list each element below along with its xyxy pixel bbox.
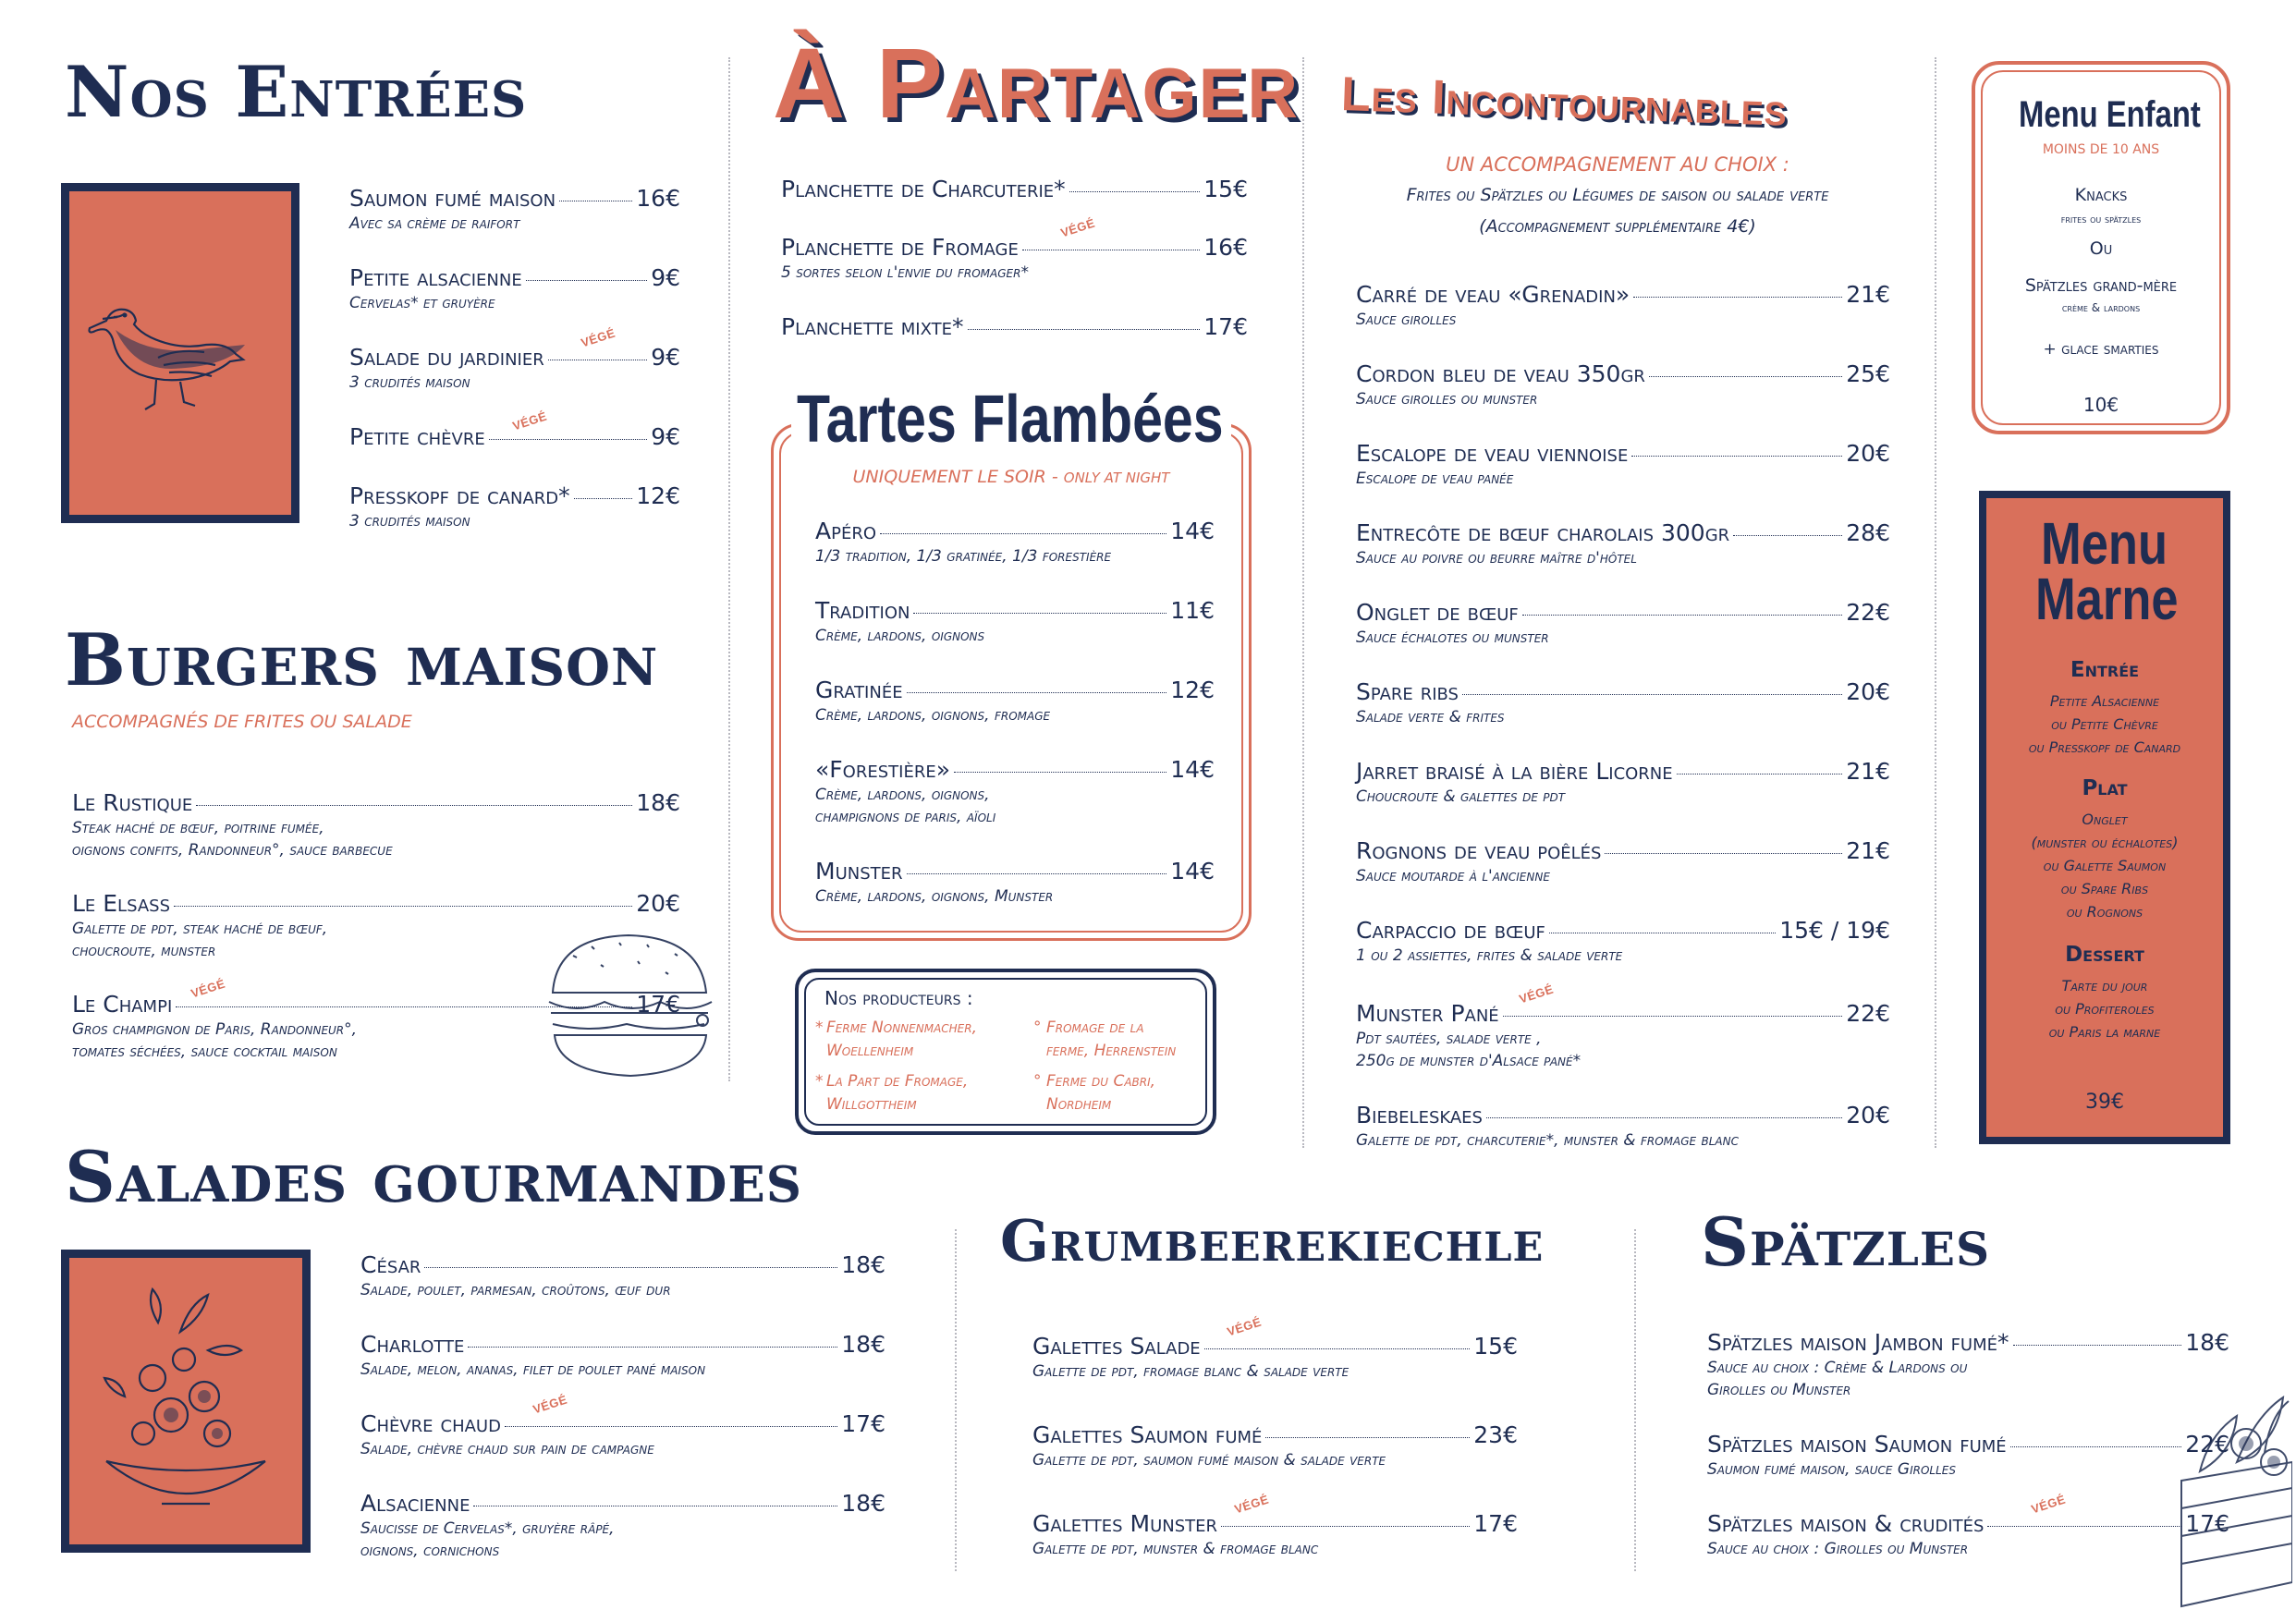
menu-item: Planchette de Charcuterie* 15€ xyxy=(781,176,1248,202)
vege-badge: VÉGÉ xyxy=(1517,982,1556,1006)
marne-entree-label: Entrée xyxy=(2070,658,2140,682)
kids-price: 10€ xyxy=(2082,394,2119,416)
producer-entry: * La Part de Fromage, Willgottheim xyxy=(815,1072,969,1114)
producer-entry: ° Fromage de la ferme, Herrenstein xyxy=(1033,1018,1177,1060)
producer-entry: * Ferme Nonnenmacher, Woellenheim xyxy=(815,1018,977,1060)
menu-item: Saumon fumé maison 16€ Avec sa crème de raifort xyxy=(349,185,680,233)
vege-badge: VÉGÉ xyxy=(510,409,549,433)
marne-dessert-lines: Tarte du jour ou Profiteroles ou Paris la marne xyxy=(2048,977,2161,1041)
menu-item: Presskopf de canard* 12€ 3 crudités maison xyxy=(349,482,680,531)
grumbeere-title: Grumbeerekiechle xyxy=(1000,1207,1545,1275)
marne-entree-lines: Petite Alsacienne ou Petite Chèvre ou Presskopf de Canard xyxy=(2028,692,2181,756)
burgers-title: Burgers maison xyxy=(65,618,659,702)
menu-item: Salade du jardinier 9€ 3 crudités maison VÉGÉ xyxy=(349,325,680,392)
marne-plat-lines: Onglet (munster ou échalotes) ou Galette Saumon ou Spare Ribs ou Rognons xyxy=(2031,811,2179,921)
accomp-line: Frites ou Spätzles ou Légumes de saison ou salade verte xyxy=(1406,185,1829,205)
vege-badge: VÉGÉ xyxy=(1232,1492,1271,1517)
salades-title: Salades gourmandes xyxy=(65,1136,803,1218)
partager-title: À Partager xyxy=(773,27,1301,139)
incontournables-title: Les Incontournables xyxy=(1340,67,1789,137)
duck-illustration-frame xyxy=(61,183,299,523)
producers-col-1 xyxy=(815,1017,1030,1116)
menu-item: Le Elsass 20€ Galette de pdt, steak haché de bœuf, choucroute, munster xyxy=(72,890,680,960)
menu-item: «Forestière» 14€ Crème, lardons, oignons, champignons de paris, aïoli xyxy=(815,756,1215,826)
menu-item: Munster 14€ Crème, lardons, oignons, Munster xyxy=(815,858,1215,906)
menu-item: Apéro 14€ 1/3 tradition, 1/3 gratinée, 1/3 forestière xyxy=(815,518,1215,566)
menu-item: Onglet de bœuf 22€ Sauce échalotes ou munster xyxy=(1356,599,1890,647)
entrees-title: Nos Entrées xyxy=(65,51,528,133)
menu-item: Spare ribs 20€ Salade verte & frites xyxy=(1356,678,1890,726)
accomp-extra: (Accompagnement supplémentaire 4€) xyxy=(1479,216,1756,237)
menu-item: Petite chèvre 9€ VÉGÉ xyxy=(349,409,680,450)
vege-badge: VÉGÉ xyxy=(2029,1492,2068,1517)
duck-icon xyxy=(69,191,291,515)
kids-menu-title: Menu Enfant xyxy=(2019,94,2201,135)
menu-item: Escalope de veau viennoise 20€ Escalope de veau panée xyxy=(1356,440,1890,488)
column-divider xyxy=(1935,57,1936,1148)
marne-dessert-label: Dessert xyxy=(2065,943,2144,967)
spatzles-title: Spätzles xyxy=(1701,1202,1991,1281)
vege-badge: VÉGÉ xyxy=(1225,1314,1264,1339)
menu-item: Petite alsacienne 9€ Cervelas* et gruyère xyxy=(349,264,680,312)
producer-entry: ° Ferme du Cabri, Nordheim xyxy=(1033,1072,1156,1114)
tartes-title: Tartes Flambées xyxy=(797,383,1224,457)
vege-badge: VÉGÉ xyxy=(579,325,617,350)
vege-badge: VÉGÉ xyxy=(189,976,227,1001)
menu-item: Carpaccio de bœuf 15€ / 19€ 1 ou 2 assiettes, frites & salade verte xyxy=(1356,917,1890,965)
burgers-subtitle: ACCOMPAGNÉS DE FRITES OU SALADE xyxy=(72,712,412,732)
menu-item: Le Champi 17€ Gros champignon de Paris, Randonneur°, tomates séchées, sauce cocktail maison VÉGÉ xyxy=(72,976,680,1061)
tartes-subtitle: UNIQUEMENT LE SOIR - ONLY AT NIGHT xyxy=(852,467,1170,487)
column-divider xyxy=(1302,57,1304,1148)
menu-item: Cordon bleu de veau 350gr 25€ Sauce girolles ou munster xyxy=(1356,360,1890,409)
menu-item: Galettes Salade 15€ Galette de pdt, fromage blanc & salade verte VÉGÉ xyxy=(1032,1314,1518,1381)
kids-option-desc: frites ou spätzles xyxy=(2060,213,2142,226)
kids-option: Spätzles grand-mère xyxy=(2024,275,2178,296)
kids-extra: + glace smarties xyxy=(2043,340,2159,359)
accomp-title: UN ACCOMPAGNEMENT AU CHOIX : xyxy=(1446,153,1789,176)
column-divider xyxy=(728,57,730,1081)
menu-item: Charlotte 18€ Salade, melon, ananas, filet de poulet pané maison xyxy=(360,1331,885,1379)
menu-item: Spätzles maison & crudités 17€ Sauce au choix : Girolles ou Munster VÉGÉ xyxy=(1707,1492,2229,1558)
marne-plat-label: Plat xyxy=(2082,776,2128,800)
menu-item: Tradition 11€ Crème, lardons, oignons xyxy=(815,597,1215,645)
menu-item: Biebeleskaes 20€ Galette de pdt, charcuterie*, munster & fromage blanc xyxy=(1356,1102,1890,1150)
producers-title: Nos producteurs : xyxy=(824,987,973,1009)
menu-item: Spätzles maison Saumon fumé 22€ Saumon fumé maison, sauce Girolles xyxy=(1707,1431,2229,1479)
menu-item: Galettes Munster 17€ Galette de pdt, munster & fromage blanc VÉGÉ xyxy=(1032,1492,1518,1558)
salad-illustration-frame xyxy=(61,1250,311,1553)
column-divider xyxy=(955,1229,957,1571)
kids-or: Ou xyxy=(2089,238,2113,259)
menu-item: Rognons de veau poêlés 21€ Sauce moutarde à l'ancienne xyxy=(1356,837,1890,885)
column-divider xyxy=(1634,1229,1636,1571)
marne-title-1: Menu xyxy=(2041,510,2168,577)
menu-item: Planchette de Fromage 16€ 5 sortes selon l'envie du fromager* VÉGÉ xyxy=(781,215,1248,282)
vege-badge: VÉGÉ xyxy=(1058,215,1097,240)
menu-item: Alsacienne 18€ Saucisse de Cervelas*, gruyère râpé, oignons, cornichons xyxy=(360,1490,885,1560)
marne-title-2: Marne xyxy=(2035,566,2179,632)
menu-item: Gratinée 12€ Crème, lardons, oignons, fromage xyxy=(815,677,1215,725)
kids-option: Knacks xyxy=(2074,185,2128,205)
menu-item: Planchette mixte* 17€ xyxy=(781,313,1248,340)
menu-item: César 18€ Salade, poulet, parmesan, croûtons, œuf dur xyxy=(360,1251,885,1299)
marne-price: 39€ xyxy=(2085,1091,2124,1114)
menu-item: Entrecôte de bœuf charolais 300gr 28€ Sauce au poivre ou beurre maître d'hôtel xyxy=(1356,519,1890,567)
producers-col-2 xyxy=(1033,1017,1215,1116)
menu-item: Munster Pané 22€ Pdt sautées, salade verte , 250g de munster d'Alsace pané* VÉGÉ xyxy=(1356,982,1890,1070)
menu-item: Galettes Saumon fumé 23€ Galette de pdt, saumon fumé maison & salade verte xyxy=(1032,1421,1518,1470)
menu-item: Spätzles maison Jambon fumé* 18€ Sauce au choix : Crème & Lardons ou Girolles ou Munster xyxy=(1707,1329,2229,1399)
salad-bowl-icon xyxy=(69,1258,302,1544)
vege-badge: VÉGÉ xyxy=(531,1392,569,1417)
menu-item: Carré de veau «Grenadin» 21€ Sauce girolles xyxy=(1356,281,1890,329)
kids-option-desc: crème & lardons xyxy=(2061,301,2141,314)
menu-item: Chèvre chaud 17€ Salade, chèvre chaud sur pain de campagne VÉGÉ xyxy=(360,1392,885,1458)
menu-item: Jarret braisé à la bière Licorne 21€ Choucroute & galettes de pdt xyxy=(1356,758,1890,806)
menu-item: Le Rustique 18€ Steak haché de bœuf, poitrine fumée, oignons confits, Randonneur°, sauce barbecue xyxy=(72,789,680,860)
kids-menu-age: MOINS DE 10 ANS xyxy=(2042,142,2160,157)
